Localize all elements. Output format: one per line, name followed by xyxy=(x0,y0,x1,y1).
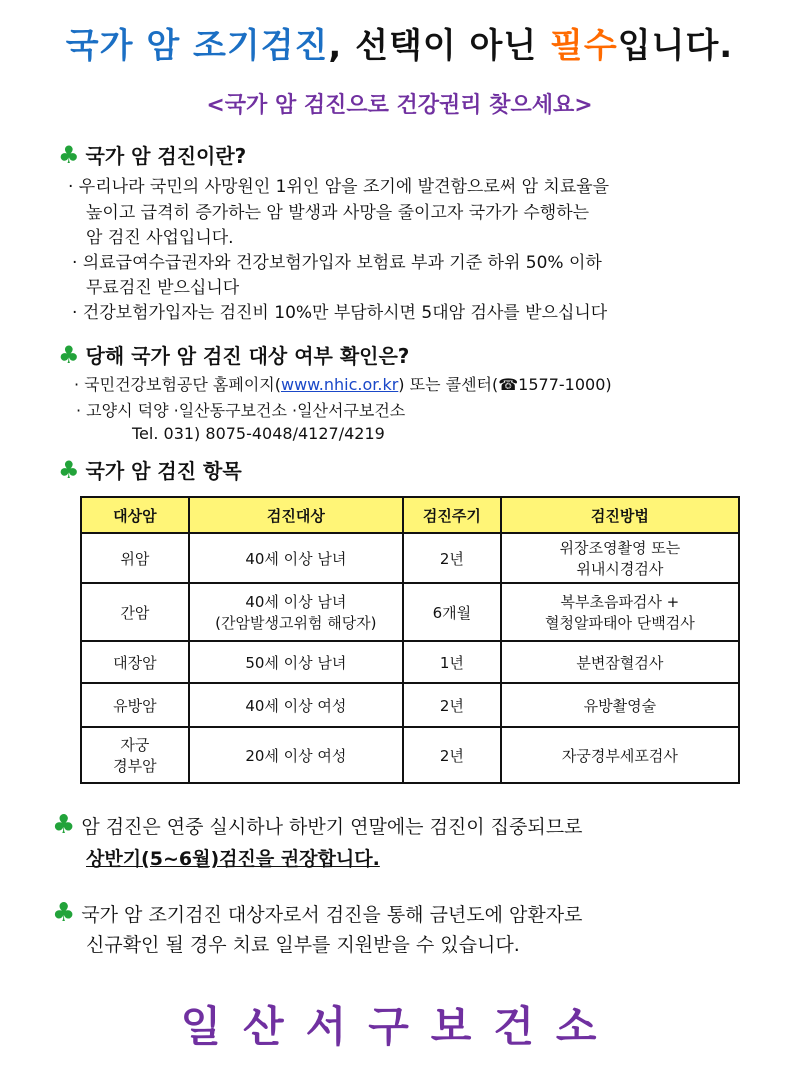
nhic-prefix: · 국민건강보험공단 홈페이지( xyxy=(74,375,281,394)
title-part-essential: 필수 xyxy=(550,26,618,66)
note2-line2: 신규확인 될 경우 치료 일부를 지원받을 수 있습니다. xyxy=(86,934,520,956)
cell-interval: 2년 xyxy=(403,683,501,727)
cell-cancer: 자궁 경부암 xyxy=(81,727,189,783)
table-row xyxy=(81,533,739,583)
note1-line1: 암 검진은 연중 실시하나 하반기 연말에는 검진이 집중되므로 xyxy=(81,816,583,838)
nhic-website-link[interactable]: www.nhic.or.kr xyxy=(280,375,399,394)
nhic-contact-line xyxy=(74,372,612,395)
title-part-national-screening: 국가 암 조기검진 xyxy=(65,26,329,66)
section-eligibility-check-heading xyxy=(58,340,409,369)
club-bullet-icon: ♣ xyxy=(52,898,76,928)
title-part-not-choice: , 선택이 아닌 xyxy=(328,26,551,66)
section-heading-text: 당해 국가 암 검진 대상 여부 확인은? xyxy=(85,344,410,368)
note-treatment-support xyxy=(52,898,582,928)
section1-line: 높이고 급격히 증가하는 암 발생과 사망을 줄이고자 국가가 수행하는 xyxy=(86,203,590,223)
cell-interval: 2년 xyxy=(403,727,501,783)
note1-recommendation xyxy=(86,844,380,871)
club-bullet-icon: ♣ xyxy=(58,456,80,484)
phone-number: Tel. 031) 8075-4048/4127/4219 xyxy=(132,424,385,443)
header-target-cancer: 대상암 xyxy=(81,497,189,533)
cell-interval: 6개월 xyxy=(403,583,501,641)
cell-target: 40세 이상 남녀 (간암발생고위험 해당자) xyxy=(189,583,403,641)
note-recommend-first-half xyxy=(52,810,582,840)
table-row xyxy=(81,583,739,641)
nhic-callcenter: ) 또는 콜센터(☎1577-1000) xyxy=(398,375,612,394)
club-bullet-icon: ♣ xyxy=(52,810,76,840)
section1-line: 암 검진 사업입니다. xyxy=(86,228,234,248)
note1-line2: 상반기(5~6월)검진을 권장합니다. xyxy=(86,848,380,870)
cell-method: 유방촬영술 xyxy=(501,683,739,727)
table-row xyxy=(81,727,739,783)
table-row xyxy=(81,641,739,683)
cell-target: 20세 이상 여성 xyxy=(189,727,403,783)
section1-line: · 건강보험가입자는 검진비 10%만 부담하시면 5대암 검사를 받으십니다 xyxy=(72,303,608,323)
cell-cancer: 대장암 xyxy=(81,641,189,683)
section-heading-text: 국가 암 검진 항목 xyxy=(85,459,242,483)
section-what-is-screening-heading xyxy=(58,140,246,169)
section1-line: 무료검진 받으십니다 xyxy=(86,278,240,298)
footer-organization-name: 일산서구보건소 xyxy=(180,1002,619,1051)
section-heading-text: 국가 암 검진이란? xyxy=(85,144,247,168)
section-screening-items-heading xyxy=(58,455,242,484)
cell-target: 50세 이상 남녀 xyxy=(189,641,403,683)
club-bullet-icon: ♣ xyxy=(58,141,80,169)
page-title xyxy=(0,18,799,67)
cell-cancer: 유방암 xyxy=(81,683,189,727)
cell-interval: 1년 xyxy=(403,641,501,683)
table-header-row xyxy=(81,497,739,533)
cell-method: 자궁경부세포검사 xyxy=(501,727,739,783)
section1-line: · 의료급여수급권자와 건강보험가입자 보험료 부과 기준 하위 50% 이하 xyxy=(72,253,602,273)
cell-method: 분변잠혈검사 xyxy=(501,641,739,683)
section1-line: · 우리나라 국민의 사망원인 1위인 암을 조기에 발견함으로써 암 치료율을 xyxy=(68,177,610,197)
title-part-ending: 입니다. xyxy=(617,26,734,66)
header-interval: 검진주기 xyxy=(403,497,501,533)
header-target-group: 검진대상 xyxy=(189,497,403,533)
cell-target: 40세 이상 남녀 xyxy=(189,533,403,583)
screening-items-table xyxy=(80,496,740,784)
cell-interval: 2년 xyxy=(403,533,501,583)
note2-line1: 국가 암 조기검진 대상자로서 검진을 통해 금년도에 암환자로 xyxy=(81,904,583,926)
cell-cancer: 간암 xyxy=(81,583,189,641)
subtitle: <국가 암 검진으로 건강권리 찾으세요> xyxy=(206,93,593,118)
cell-method: 위장조영촬영 또는 위내시경검사 xyxy=(501,533,739,583)
header-method: 검진방법 xyxy=(501,497,739,533)
cell-target: 40세 이상 여성 xyxy=(189,683,403,727)
cell-method: 복부초음파검사 + 혈청알파태아 단백검사 xyxy=(501,583,739,641)
table-row xyxy=(81,683,739,727)
health-centers-line: · 고양시 덕양 ·일산동구보건소 ·일산서구보건소 xyxy=(76,401,406,420)
cell-cancer: 위암 xyxy=(81,533,189,583)
club-bullet-icon: ♣ xyxy=(58,341,80,369)
